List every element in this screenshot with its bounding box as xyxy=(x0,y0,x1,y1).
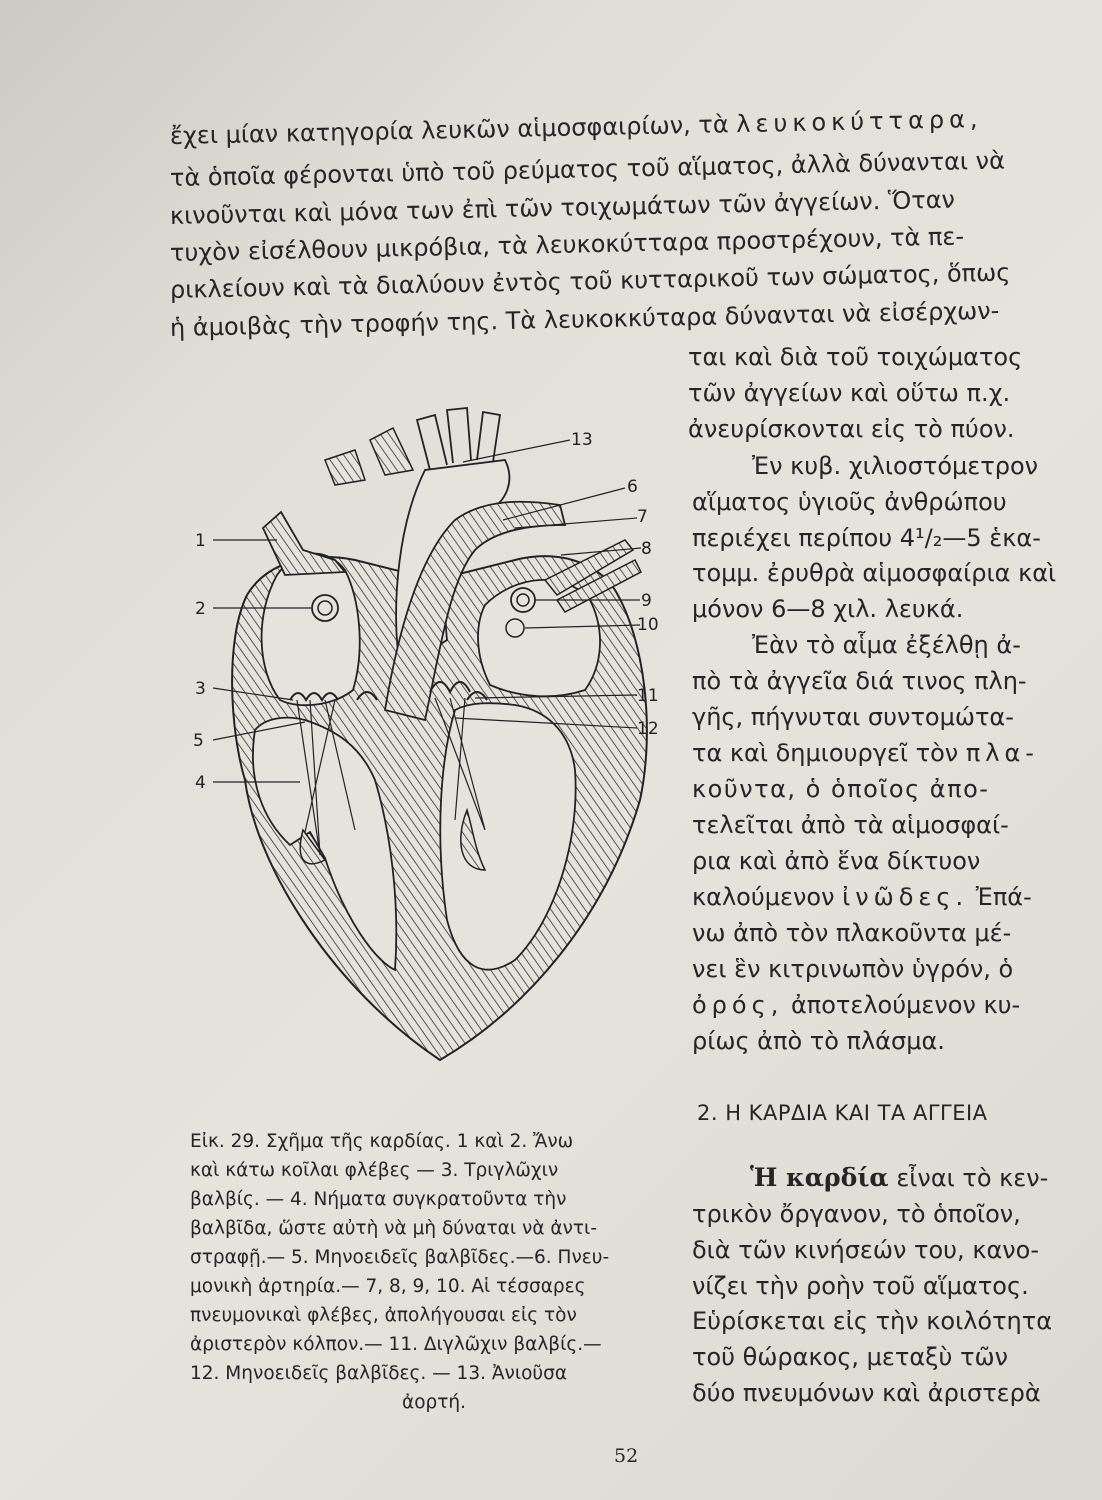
text-line: ἀνευρίσκονται εἰς τὸ πύον. xyxy=(688,415,1015,443)
caption-line: βαλβῖδα, ὥστε αὐτὴ νὰ μὴ δύναται νὰ ἀντι- xyxy=(190,1218,597,1239)
text-line: νει ἓν κιτρινωπὸν ὑγρόν, ὁ xyxy=(692,955,1014,983)
text-line: κινοῦνται καὶ μόνα των ἐπὶ τῶν τοιχωμάτων τῶν ἀγγείων. Ὅταν xyxy=(169,185,956,230)
figure-label: 7 xyxy=(637,507,648,527)
text-line: ρίως ἀπὸ τὸ πλάσμα. xyxy=(692,1027,945,1055)
aortic-branches xyxy=(417,408,500,470)
heart-diagram xyxy=(185,400,665,1100)
text-line: αἵματος ὑγιοῦς ἀνθρώπου xyxy=(692,488,1007,516)
bold-lead-term: Ἡ καρδία xyxy=(750,1163,889,1192)
text-line: πὸ τὰ ἀγγεῖα διά τινος πλη- xyxy=(692,667,1027,695)
text-line: ἔχει μίαν κατηγορία λευκῶν αἱμοσφαιρίων, τὰ λευκοκύτταρα, xyxy=(169,104,983,150)
figure-label: 4 xyxy=(195,773,206,793)
caption-line: ἀριστερὸν κόλπον.— 11. Διγλῶχιν βαλβίς.— xyxy=(190,1334,602,1355)
figure-caption xyxy=(190,1127,660,1417)
figure-label: 6 xyxy=(627,477,638,497)
text-line: τα καὶ δημιουργεῖ τὸν πλα- xyxy=(692,739,1039,767)
aortic-branch-fill xyxy=(325,450,365,485)
text-line: νω ἀπὸ τὸν πλακοῦντα μέ- xyxy=(692,919,1012,947)
text-line: ὀρός, ἀποτελούμενον κυ- xyxy=(692,991,1021,1019)
caption-line: 12. Μηνοειδεῖς βαλβῖδες. — 13. Ἀνιοῦσα xyxy=(190,1363,568,1384)
figure-label: 11 xyxy=(637,686,659,706)
text-line: ρια καὶ ἀπὸ ἕνα δίκτυον xyxy=(692,847,981,875)
text-line: ται καὶ διὰ τοῦ τοιχώματος xyxy=(688,343,1023,371)
aortic-branch-fill xyxy=(370,428,413,475)
caption-line: καὶ κάτω κοῖλαι φλέβες — 3. Τριγλῶχιν xyxy=(190,1160,559,1181)
caption-line: Εἰκ. 29. Σχῆμα τῆς καρδίας. 1 καὶ 2. Ἄνω xyxy=(190,1131,574,1152)
right-atrium xyxy=(262,554,360,706)
figure-label: 13 xyxy=(571,430,593,450)
spaced-term: λευκοκύτταρα, xyxy=(735,104,983,139)
text-line: γῆς, πήγνυται συντομώτα- xyxy=(692,703,1014,731)
caption-line: στραφῇ.— 5. Μηνοειδεῖς βαλβῖδες.—6. Πνευ- xyxy=(190,1247,610,1268)
figure-label: 3 xyxy=(195,679,206,699)
spaced-term: πλα- xyxy=(965,739,1039,767)
text-line: ἡ ἀμοιβὰς τὴν τροφήν της. Τὰ λευκοκκύταρα δύνανται νὰ εἰσέρχων- xyxy=(169,296,1000,342)
text-line: Ἡ καρδία εἶναι τὸ κεν- xyxy=(750,1163,1049,1192)
text-line: νίζει τὴν ροὴν τοῦ αἵματος. xyxy=(692,1272,1029,1300)
text-line: Ἐν κυβ. χιλιοστόμετρον xyxy=(752,452,1039,480)
figure-label: 5 xyxy=(193,731,204,751)
text-line: τομμ. ἐρυθρὰ αἱμοσφαίρια καὶ xyxy=(692,559,1057,587)
section-heading: 2. Η ΚΑΡΔΙΑ ΚΑΙ ΤΑ ΑΓΓΕΙΑ xyxy=(697,1101,988,1125)
text-line: περιέχει περίπου 4¹/₂—5 ἑκα- xyxy=(692,524,1041,552)
text-line: κοῦντα, ὁ ὁποῖος ἀπο- xyxy=(692,775,990,803)
text-line: ρικλείουν καὶ τὰ διαλύουν ἐντὸς τοῦ κυτταρικοῦ των σώματος, ὅπως xyxy=(169,258,1011,304)
text-line: τὰ ὁποῖα φέρονται ὑπὸ τοῦ ρεύματος τοῦ αἵματος, ἀλλὰ δύνανται νὰ xyxy=(169,146,1006,192)
text-line: τρικὸν ὄργανον, τὸ ὁποῖον, xyxy=(692,1200,1021,1228)
text-line: δύο πνευμόνων καὶ ἀριστερὰ xyxy=(692,1379,1041,1407)
text-line: τοῦ θώρακος, μεταξὺ τῶν xyxy=(692,1343,1009,1371)
figure-label: 8 xyxy=(641,539,652,559)
caption-line: μονικὴ ἀρτηρία.— 7, 8, 9, 10. Αἱ τέσσαρες xyxy=(190,1276,586,1297)
caption-line: βαλβίς. — 4. Νήματα συγκρατοῦντα τὴν xyxy=(190,1189,567,1210)
caption-line: πνευμονικαὶ φλέβες, ἀπολήγουσαι εἰς τὸν xyxy=(190,1305,577,1326)
spaced-term: ἰνῶδες. xyxy=(842,883,969,911)
figure-label: 2 xyxy=(195,599,206,619)
superior-vena-cava xyxy=(263,512,345,575)
text-line: τῶν ἀγγείων καὶ οὕτω π.χ. xyxy=(688,379,1011,407)
text-line: Εὑρίσκεται εἰς τὴν κοιλότητα xyxy=(692,1307,1053,1335)
figure-label: 10 xyxy=(637,615,659,635)
page-number: 52 xyxy=(614,1445,639,1467)
caption-line: ἀορτή. xyxy=(402,1392,467,1413)
figure-label: 1 xyxy=(195,531,206,551)
figure-label: 9 xyxy=(641,591,652,611)
text-line: Ἐὰν τὸ αἷμα ἐξέλθῃ ἀ- xyxy=(752,631,1021,659)
text-line: τυχὸν εἰσέλθουν μικρόβια, τὰ λευκοκύτταρα προστρέχουν, τὰ πε- xyxy=(169,222,965,267)
figure-label: 12 xyxy=(637,719,659,739)
spaced-term: ὀρός, xyxy=(692,991,784,1019)
text-line: διὰ τῶν κινήσεών του, κανο- xyxy=(692,1236,1040,1264)
text-line: τελεῖται ἀπὸ τὰ αἱμοσφαί- xyxy=(692,811,1009,839)
text-line: μόνον 6—8 χιλ. λευκά. xyxy=(692,595,964,623)
text-line: καλούμενον ἰνῶδες. Ἐπά- xyxy=(692,883,1032,911)
